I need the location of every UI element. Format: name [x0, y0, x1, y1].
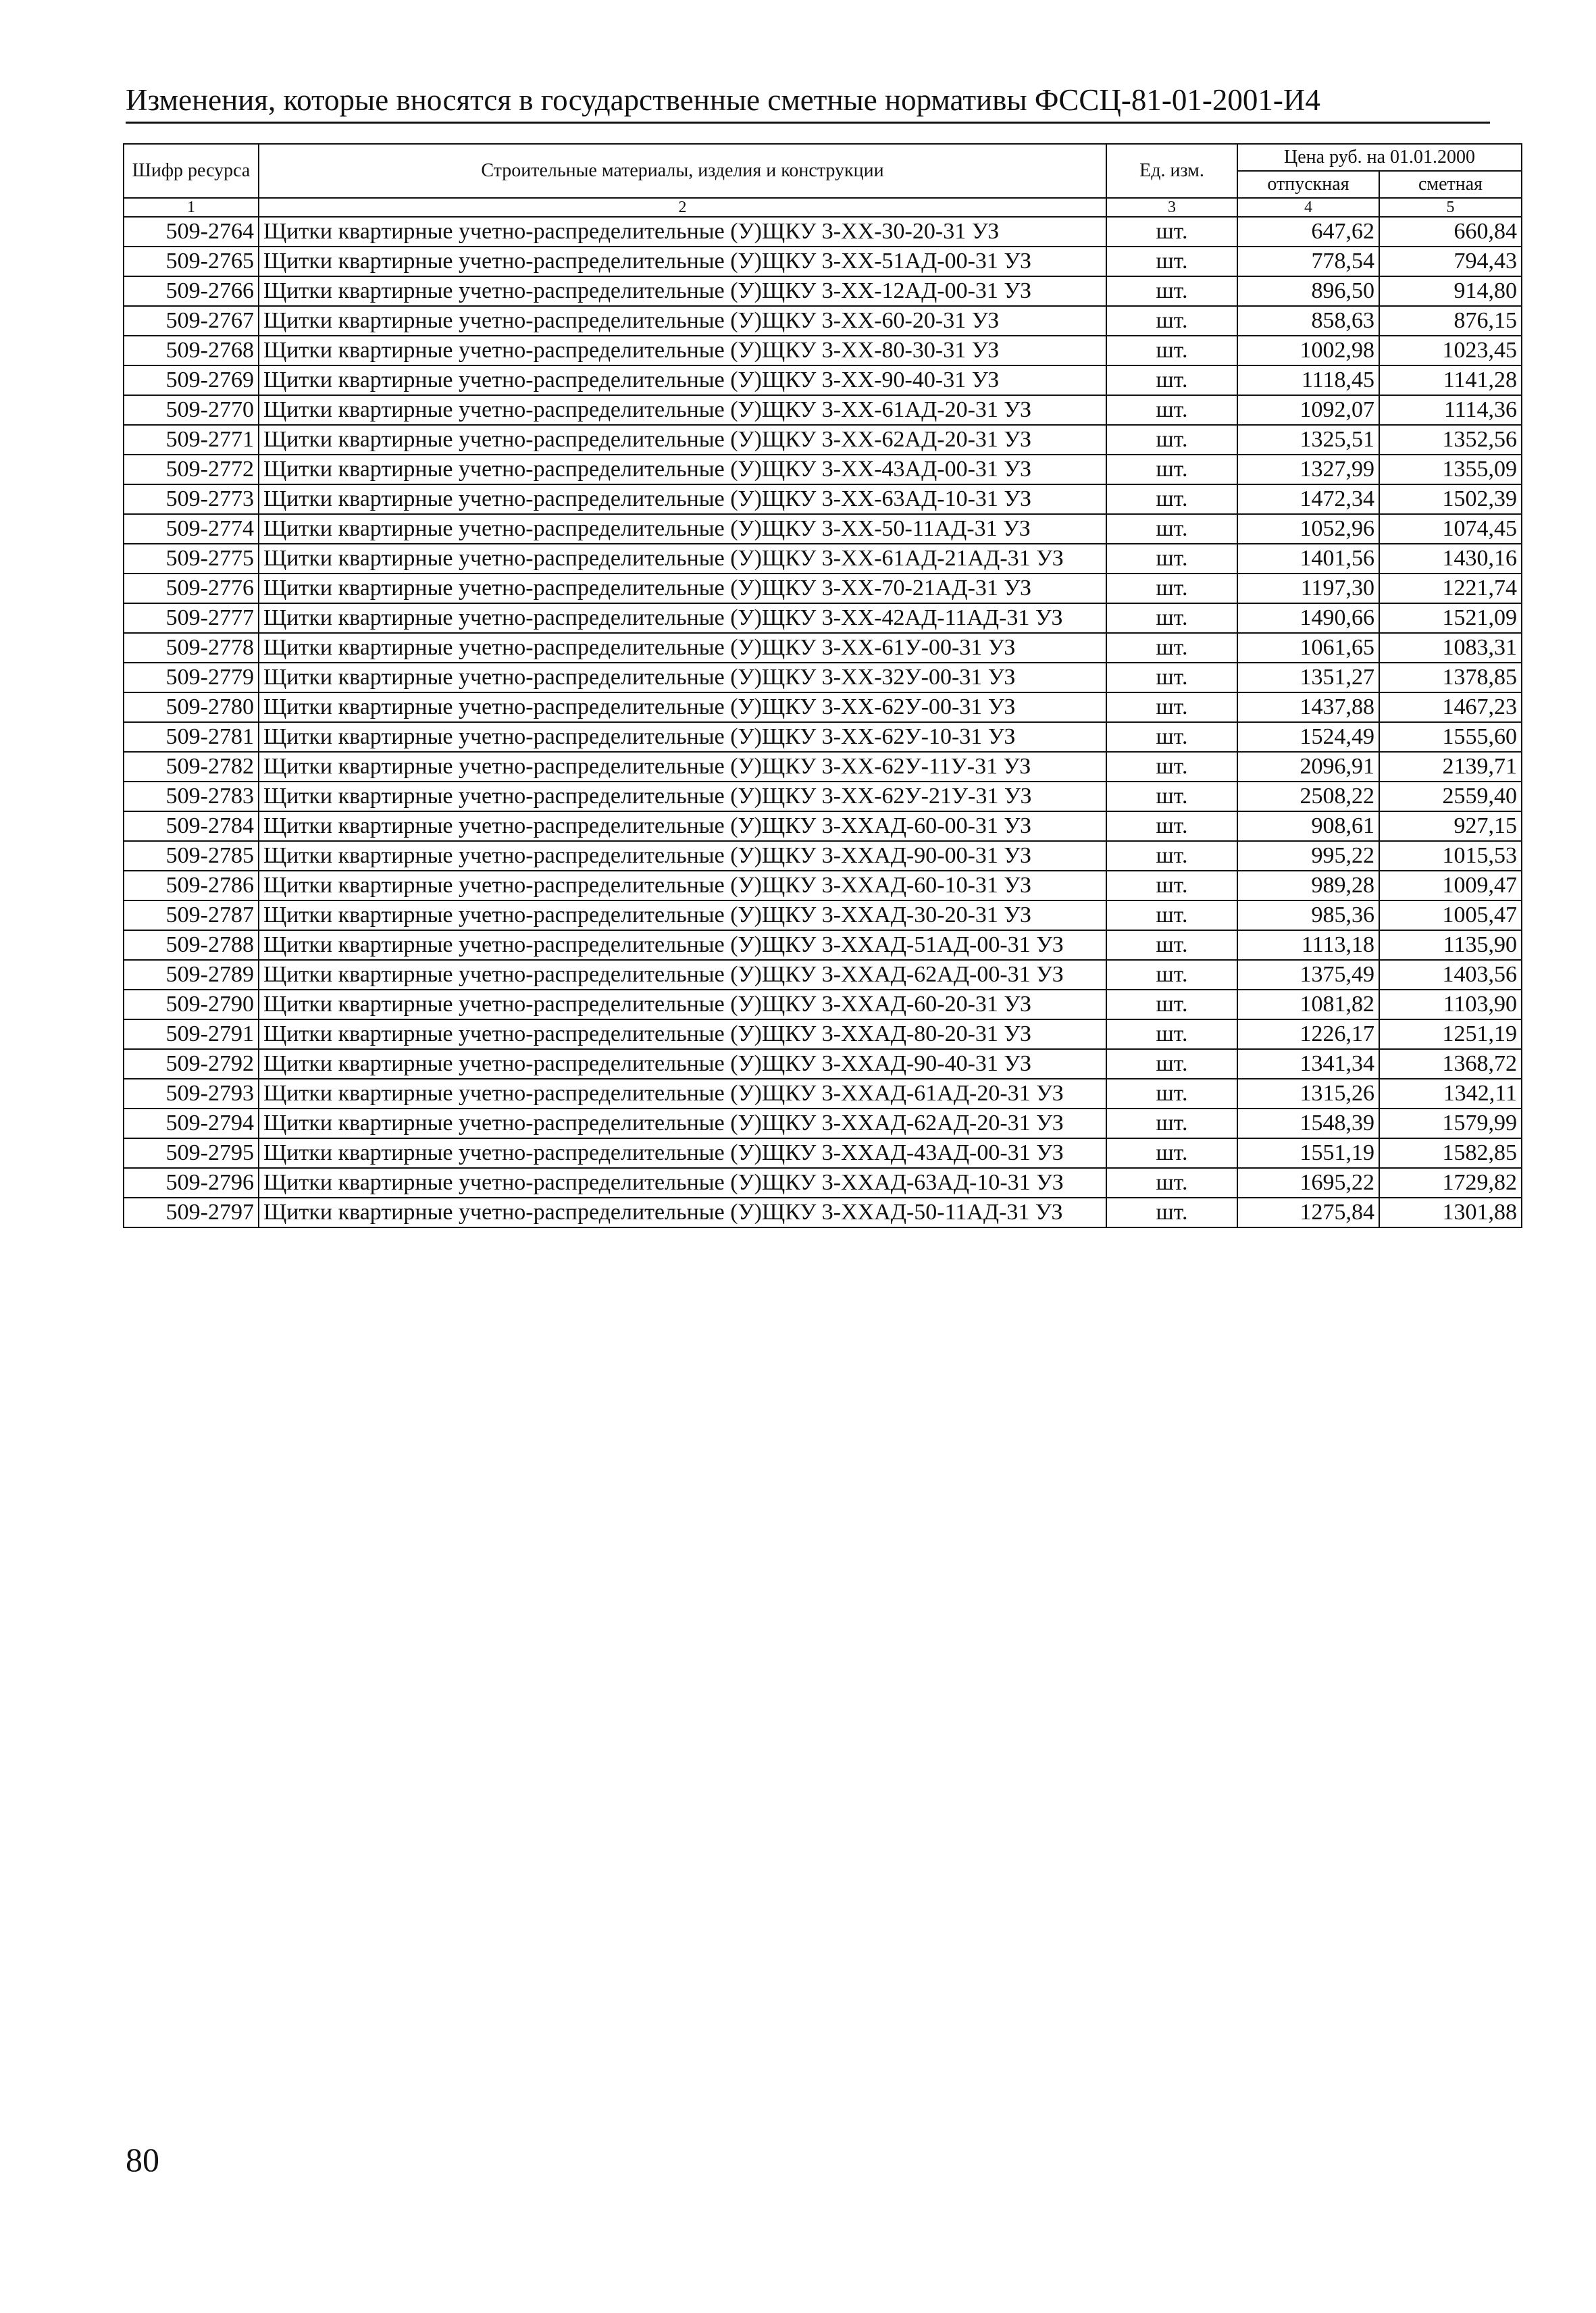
cell-unit: шт.	[1106, 1198, 1237, 1227]
cell-unit: шт.	[1106, 960, 1237, 990]
cell-name: Щитки квартирные учетно-распределительные (У)ЩКУ 3-ХХ-60-20-31 УЗ	[259, 306, 1106, 336]
cell-price-release: 1375,49	[1237, 960, 1379, 990]
cell-name: Щитки квартирные учетно-распределительные (У)ЩКУ 3-ХХ-61АД-20-31 УЗ	[259, 395, 1106, 425]
cell-price-estimate: 876,15	[1379, 306, 1522, 336]
cell-price-estimate: 1141,28	[1379, 365, 1522, 395]
cell-unit: шт.	[1106, 1049, 1237, 1079]
table-row	[124, 514, 1522, 544]
cell-unit: шт.	[1106, 692, 1237, 722]
cell-name: Щитки квартирные учетно-распределительные (У)ЩКУ 3-ХХ-42АД-11АД-31 УЗ	[259, 603, 1106, 633]
cell-code: 509-2788	[124, 930, 259, 960]
table-row	[124, 217, 1522, 247]
cell-unit: шт.	[1106, 1109, 1237, 1138]
cell-price-release: 1061,65	[1237, 633, 1379, 663]
cell-code: 509-2773	[124, 484, 259, 514]
cell-price-release: 1695,22	[1237, 1168, 1379, 1198]
cell-name: Щитки квартирные учетно-распределительные (У)ЩКУ 3-ХХАД-90-00-31 УЗ	[259, 841, 1106, 871]
cell-name: Щитки квартирные учетно-распределительные (У)ЩКУ 3-ХХ-62У-21У-31 УЗ	[259, 782, 1106, 811]
cell-unit: шт.	[1106, 811, 1237, 841]
table-row	[124, 1198, 1522, 1227]
column-number: 1	[124, 198, 259, 217]
cell-price-estimate: 927,15	[1379, 811, 1522, 841]
cell-name: Щитки квартирные учетно-распределительные (У)ЩКУ 3-ХХ-62У-00-31 УЗ	[259, 692, 1106, 722]
cell-unit: шт.	[1106, 365, 1237, 395]
cell-name: Щитки квартирные учетно-распределительные (У)ЩКУ 3-ХХАД-61АД-20-31 УЗ	[259, 1079, 1106, 1109]
table-row	[124, 900, 1522, 930]
cell-price-release: 1081,82	[1237, 990, 1379, 1019]
cell-code: 509-2787	[124, 900, 259, 930]
cell-name: Щитки квартирные учетно-распределительные (У)ЩКУ 3-ХХАД-62АД-00-31 УЗ	[259, 960, 1106, 990]
table-row	[124, 1168, 1522, 1198]
cell-price-estimate: 2139,71	[1379, 752, 1522, 782]
table-row	[124, 455, 1522, 484]
cell-price-release: 985,36	[1237, 900, 1379, 930]
table-row	[124, 930, 1522, 960]
table-body	[124, 217, 1522, 1227]
cell-code: 509-2795	[124, 1138, 259, 1168]
page-header-title: Изменения, которые вносятся в государственные сметные нормативы ФССЦ-81-01-2001-И4	[126, 83, 1320, 117]
cell-name: Щитки квартирные учетно-распределительные (У)ЩКУ 3-ХХ-50-11АД-31 УЗ	[259, 514, 1106, 544]
cell-name: Щитки квартирные учетно-распределительные (У)ЩКУ 3-ХХ-43АД-00-31 УЗ	[259, 455, 1106, 484]
cell-unit: шт.	[1106, 841, 1237, 871]
cell-price-estimate: 1221,74	[1379, 574, 1522, 603]
table-row	[124, 484, 1522, 514]
cell-code: 509-2778	[124, 633, 259, 663]
cell-unit: шт.	[1106, 930, 1237, 960]
table-row	[124, 1049, 1522, 1079]
column-number: 2	[259, 198, 1106, 217]
cell-price-estimate: 1074,45	[1379, 514, 1522, 544]
cell-name: Щитки квартирные учетно-распределительные (У)ЩКУ 3-ХХ-80-30-31 УЗ	[259, 336, 1106, 365]
cell-code: 509-2792	[124, 1049, 259, 1079]
table-row	[124, 544, 1522, 574]
table-header	[124, 144, 1522, 217]
table-row	[124, 1019, 1522, 1049]
cell-price-estimate: 1015,53	[1379, 841, 1522, 871]
table-row	[124, 603, 1522, 633]
cell-price-release: 1325,51	[1237, 425, 1379, 455]
cell-price-release: 1002,98	[1237, 336, 1379, 365]
cell-unit: шт.	[1106, 633, 1237, 663]
cell-unit: шт.	[1106, 1168, 1237, 1198]
cell-unit: шт.	[1106, 276, 1237, 306]
cell-price-estimate: 1342,11	[1379, 1079, 1522, 1109]
cell-code: 509-2765	[124, 247, 259, 276]
cell-unit: шт.	[1106, 663, 1237, 692]
cell-code: 509-2771	[124, 425, 259, 455]
cell-price-release: 1226,17	[1237, 1019, 1379, 1049]
cell-code: 509-2777	[124, 603, 259, 633]
cell-name: Щитки квартирные учетно-распределительные (У)ЩКУ 3-ХХ-12АД-00-31 УЗ	[259, 276, 1106, 306]
cell-code: 509-2780	[124, 692, 259, 722]
cell-price-release: 1092,07	[1237, 395, 1379, 425]
cell-unit: шт.	[1106, 395, 1237, 425]
table-row	[124, 425, 1522, 455]
cell-price-release: 647,62	[1237, 217, 1379, 247]
cell-price-estimate: 1114,36	[1379, 395, 1522, 425]
cell-unit: шт.	[1106, 247, 1237, 276]
cell-code: 509-2768	[124, 336, 259, 365]
cell-unit: шт.	[1106, 514, 1237, 544]
table-row	[124, 365, 1522, 395]
cell-name: Щитки квартирные учетно-распределительные (У)ЩКУ 3-ХХ-70-21АД-31 УЗ	[259, 574, 1106, 603]
table-row	[124, 782, 1522, 811]
cell-unit: шт.	[1106, 425, 1237, 455]
cell-price-estimate: 1521,09	[1379, 603, 1522, 633]
cell-price-estimate: 1579,99	[1379, 1109, 1522, 1138]
cell-price-estimate: 2559,40	[1379, 782, 1522, 811]
cell-price-release: 1472,34	[1237, 484, 1379, 514]
cell-price-estimate: 1009,47	[1379, 871, 1522, 900]
cell-name: Щитки квартирные учетно-распределительные (У)ЩКУ 3-ХХАД-43АД-00-31 УЗ	[259, 1138, 1106, 1168]
cell-name: Щитки квартирные учетно-распределительные (У)ЩКУ 3-ХХ-51АД-00-31 УЗ	[259, 247, 1106, 276]
table-row	[124, 692, 1522, 722]
table-row	[124, 306, 1522, 336]
cell-code: 509-2781	[124, 722, 259, 752]
table-row	[124, 395, 1522, 425]
table-row	[124, 990, 1522, 1019]
cell-price-estimate: 1582,85	[1379, 1138, 1522, 1168]
table-row	[124, 722, 1522, 752]
cell-unit: шт.	[1106, 1079, 1237, 1109]
column-number: 4	[1237, 198, 1379, 217]
cell-name: Щитки квартирные учетно-распределительные (У)ЩКУ 3-ХХ-62У-11У-31 УЗ	[259, 752, 1106, 782]
cell-price-release: 2508,22	[1237, 782, 1379, 811]
cell-name: Щитки квартирные учетно-распределительные (У)ЩКУ 3-ХХАД-50-11АД-31 УЗ	[259, 1198, 1106, 1227]
cell-price-release: 1327,99	[1237, 455, 1379, 484]
table-row	[124, 871, 1522, 900]
cell-name: Щитки квартирные учетно-распределительные (У)ЩКУ 3-ХХАД-51АД-00-31 УЗ	[259, 930, 1106, 960]
cell-price-release: 1437,88	[1237, 692, 1379, 722]
cell-price-estimate: 660,84	[1379, 217, 1522, 247]
cell-price-release: 1197,30	[1237, 574, 1379, 603]
table-row	[124, 811, 1522, 841]
cell-price-estimate: 1135,90	[1379, 930, 1522, 960]
table-row	[124, 247, 1522, 276]
cell-unit: шт.	[1106, 306, 1237, 336]
cell-code: 509-2779	[124, 663, 259, 692]
cell-name: Щитки квартирные учетно-распределительные (У)ЩКУ 3-ХХ-90-40-31 УЗ	[259, 365, 1106, 395]
cell-code: 509-2766	[124, 276, 259, 306]
cell-code: 509-2772	[124, 455, 259, 484]
cell-name: Щитки квартирные учетно-распределительные (У)ЩКУ 3-ХХ-62У-10-31 УЗ	[259, 722, 1106, 752]
cell-price-release: 995,22	[1237, 841, 1379, 871]
cell-price-release: 1524,49	[1237, 722, 1379, 752]
cell-name: Щитки квартирные учетно-распределительные (У)ЩКУ 3-ХХАД-60-00-31 УЗ	[259, 811, 1106, 841]
cell-price-estimate: 1083,31	[1379, 633, 1522, 663]
cell-price-release: 908,61	[1237, 811, 1379, 841]
cell-code: 509-2786	[124, 871, 259, 900]
cell-code: 509-2770	[124, 395, 259, 425]
header-divider	[126, 122, 1490, 124]
cell-name: Щитки квартирные учетно-распределительные (У)ЩКУ 3-ХХ-61АД-21АД-31 УЗ	[259, 544, 1106, 574]
column-number: 3	[1106, 198, 1237, 217]
cell-price-release: 778,54	[1237, 247, 1379, 276]
cell-code: 509-2790	[124, 990, 259, 1019]
cell-name: Щитки квартирные учетно-распределительные (У)ЩКУ 3-ХХ-61У-00-31 УЗ	[259, 633, 1106, 663]
cell-price-release: 1118,45	[1237, 365, 1379, 395]
cell-unit: шт.	[1106, 544, 1237, 574]
cell-price-estimate: 1352,56	[1379, 425, 1522, 455]
table-row	[124, 1109, 1522, 1138]
cell-price-release: 1275,84	[1237, 1198, 1379, 1227]
cell-name: Щитки квартирные учетно-распределительные (У)ЩКУ 3-ХХАД-90-40-31 УЗ	[259, 1049, 1106, 1079]
table-row	[124, 1079, 1522, 1109]
cell-price-estimate: 1368,72	[1379, 1049, 1522, 1079]
cell-name: Щитки квартирные учетно-распределительные (У)ЩКУ 3-ХХ-30-20-31 УЗ	[259, 217, 1106, 247]
table-row	[124, 960, 1522, 990]
cell-price-estimate: 1555,60	[1379, 722, 1522, 752]
cell-code: 509-2794	[124, 1109, 259, 1138]
cell-unit: шт.	[1106, 217, 1237, 247]
table-row	[124, 752, 1522, 782]
cell-code: 509-2767	[124, 306, 259, 336]
table-row	[124, 276, 1522, 306]
cell-price-release: 1490,66	[1237, 603, 1379, 633]
cell-name: Щитки квартирные учетно-распределительные (У)ЩКУ 3-ХХ-63АД-10-31 УЗ	[259, 484, 1106, 514]
table-row	[124, 663, 1522, 692]
cell-price-estimate: 1301,88	[1379, 1198, 1522, 1227]
cell-name: Щитки квартирные учетно-распределительные (У)ЩКУ 3-ХХАД-62АД-20-31 УЗ	[259, 1109, 1106, 1138]
table-row	[124, 841, 1522, 871]
cell-unit: шт.	[1106, 484, 1237, 514]
cell-price-estimate: 1729,82	[1379, 1168, 1522, 1198]
cell-price-estimate: 1430,16	[1379, 544, 1522, 574]
cell-price-release: 896,50	[1237, 276, 1379, 306]
cell-price-estimate: 794,43	[1379, 247, 1522, 276]
cell-code: 509-2774	[124, 514, 259, 544]
cell-code: 509-2782	[124, 752, 259, 782]
page-number: 80	[126, 2141, 159, 2179]
cell-code: 509-2796	[124, 1168, 259, 1198]
cell-code: 509-2783	[124, 782, 259, 811]
cell-unit: шт.	[1106, 1138, 1237, 1168]
cell-code: 509-2784	[124, 811, 259, 841]
cell-name: Щитки квартирные учетно-распределительные (У)ЩКУ 3-ХХ-32У-00-31 УЗ	[259, 663, 1106, 692]
cell-unit: шт.	[1106, 455, 1237, 484]
cell-price-release: 1341,34	[1237, 1049, 1379, 1079]
cell-code: 509-2769	[124, 365, 259, 395]
cell-code: 509-2785	[124, 841, 259, 871]
cell-price-release: 1401,56	[1237, 544, 1379, 574]
cell-name: Щитки квартирные учетно-распределительные (У)ЩКУ 3-ХХАД-60-20-31 УЗ	[259, 990, 1106, 1019]
cell-code: 509-2789	[124, 960, 259, 990]
cell-price-estimate: 1502,39	[1379, 484, 1522, 514]
cell-price-estimate: 1467,23	[1379, 692, 1522, 722]
col-header-unit: Ед. изм.	[1106, 144, 1237, 198]
cell-unit: шт.	[1106, 722, 1237, 752]
cell-unit: шт.	[1106, 752, 1237, 782]
col-header-price-estimate: сметная	[1379, 171, 1522, 198]
cell-price-release: 1548,39	[1237, 1109, 1379, 1138]
table-row	[124, 336, 1522, 365]
cell-code: 509-2776	[124, 574, 259, 603]
cell-code: 509-2764	[124, 217, 259, 247]
col-header-name: Строительные материалы, изделия и конструкции	[259, 144, 1106, 198]
cell-code: 509-2775	[124, 544, 259, 574]
cell-unit: шт.	[1106, 990, 1237, 1019]
cell-unit: шт.	[1106, 1019, 1237, 1049]
cell-price-release: 1551,19	[1237, 1138, 1379, 1168]
cell-unit: шт.	[1106, 603, 1237, 633]
cell-price-estimate: 1023,45	[1379, 336, 1522, 365]
column-number: 5	[1379, 198, 1522, 217]
cell-code: 509-2791	[124, 1019, 259, 1049]
col-header-code: Шифр ресурса	[124, 144, 259, 198]
cell-unit: шт.	[1106, 871, 1237, 900]
cell-name: Щитки квартирные учетно-распределительные (У)ЩКУ 3-ХХАД-80-20-31 УЗ	[259, 1019, 1106, 1049]
cell-price-estimate: 1378,85	[1379, 663, 1522, 692]
price-table	[123, 143, 1522, 1228]
cell-name: Щитки квартирные учетно-распределительные (У)ЩКУ 3-ХХ-62АД-20-31 УЗ	[259, 425, 1106, 455]
cell-price-release: 1315,26	[1237, 1079, 1379, 1109]
cell-price-estimate: 1005,47	[1379, 900, 1522, 930]
col-header-price-release: отпускная	[1237, 171, 1379, 198]
cell-price-release: 1351,27	[1237, 663, 1379, 692]
cell-code: 509-2793	[124, 1079, 259, 1109]
cell-unit: шт.	[1106, 900, 1237, 930]
table-row	[124, 1138, 1522, 1168]
table-row	[124, 574, 1522, 603]
cell-unit: шт.	[1106, 336, 1237, 365]
cell-price-estimate: 914,80	[1379, 276, 1522, 306]
cell-price-release: 858,63	[1237, 306, 1379, 336]
cell-price-estimate: 1103,90	[1379, 990, 1522, 1019]
cell-unit: шт.	[1106, 782, 1237, 811]
table-row	[124, 633, 1522, 663]
cell-price-release: 1052,96	[1237, 514, 1379, 544]
cell-price-estimate: 1403,56	[1379, 960, 1522, 990]
cell-price-estimate: 1355,09	[1379, 455, 1522, 484]
column-number-row	[124, 198, 1522, 217]
cell-price-release: 1113,18	[1237, 930, 1379, 960]
cell-unit: шт.	[1106, 574, 1237, 603]
col-header-price-group: Цена руб. на 01.01.2000	[1237, 144, 1522, 171]
cell-price-estimate: 1251,19	[1379, 1019, 1522, 1049]
cell-name: Щитки квартирные учетно-распределительные (У)ЩКУ 3-ХХАД-30-20-31 УЗ	[259, 900, 1106, 930]
cell-price-release: 2096,91	[1237, 752, 1379, 782]
cell-code: 509-2797	[124, 1198, 259, 1227]
cell-price-release: 989,28	[1237, 871, 1379, 900]
cell-name: Щитки квартирные учетно-распределительные (У)ЩКУ 3-ХХАД-63АД-10-31 УЗ	[259, 1168, 1106, 1198]
cell-name: Щитки квартирные учетно-распределительные (У)ЩКУ 3-ХХАД-60-10-31 УЗ	[259, 871, 1106, 900]
